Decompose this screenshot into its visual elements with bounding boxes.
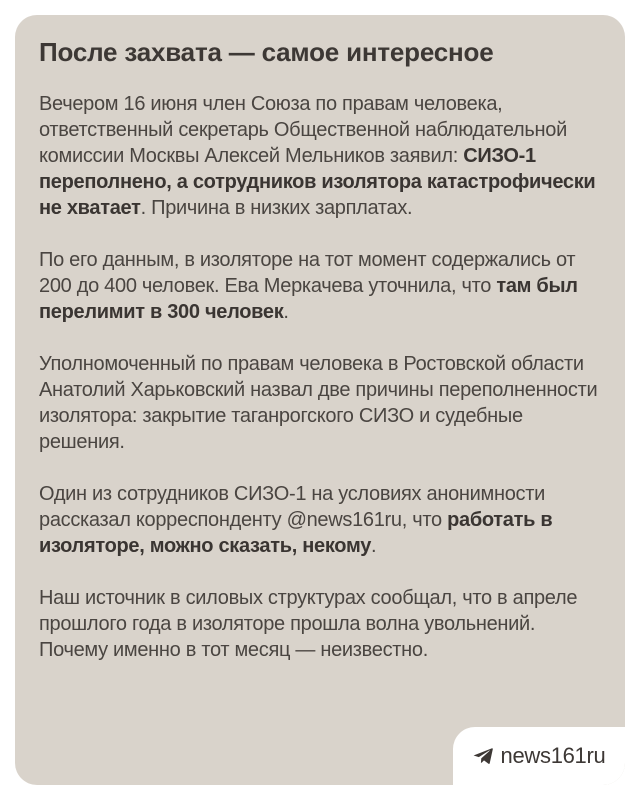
paragraph-2 — [39, 247, 605, 325]
paragraph-4 — [39, 481, 605, 559]
paragraph-text: Уполномоченный по правам человека в Ростовской области Анатолий Харьковский назвал две причины переполненности изолятора: закрытие таганрогского СИЗО и судебные решения. — [39, 353, 598, 453]
paragraph-3 — [39, 351, 605, 455]
paragraph-5 — [39, 585, 605, 663]
paragraph-text: Один из сотрудников СИЗО-1 на условиях анонимности рассказал корреспонденту @news161ru, что — [39, 483, 545, 531]
paragraph-text: . — [283, 301, 289, 323]
paragraph-text: Вечером 16 июня член Союза по правам человека, ответственный секретарь Общественной наблюдательной комиссии Москвы Алексей Мельников заявил: — [39, 93, 567, 167]
card-title: После захвата — самое интересное — [39, 37, 494, 67]
telegram-icon — [473, 747, 493, 765]
source-badge[interactable] — [453, 727, 625, 785]
news-card — [15, 15, 625, 785]
source-name: news161ru — [500, 743, 606, 768]
paragraph-text: Наш источник в силовых структурах сообщал, что в апреле прошлого года в изоляторе прошла волна увольнений. Почему именно в тот месяц — неизвестно. — [39, 587, 578, 661]
paragraph-1 — [39, 91, 605, 221]
paragraph-text: . Причина в низких зарплатах. — [140, 197, 413, 219]
paragraph-highlight: работать в изоляторе, можно сказать, некому — [39, 509, 553, 557]
paragraph-text: . — [371, 535, 377, 557]
article-body — [39, 91, 605, 689]
paragraph-text: По его данным, в изоляторе на тот момент содержались от 200 до 400 человек. Ева Меркачева уточнила, что — [39, 249, 576, 297]
paragraph-highlight: там был перелимит в 300 человек — [39, 275, 578, 323]
paragraph-highlight: СИЗО-1 переполнено, а сотрудников изолятора катастрофически не хватает — [39, 145, 596, 219]
